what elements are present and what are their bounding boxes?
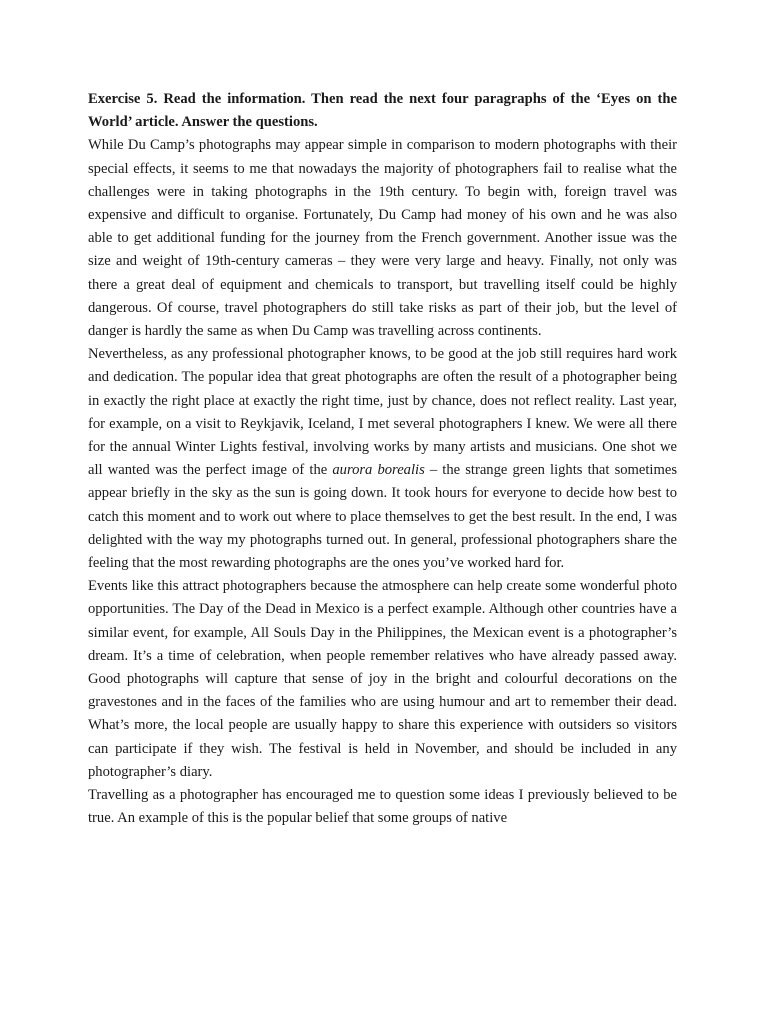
document-page (88, 88, 677, 831)
exercise-heading: Exercise 5. Read the information. Then read the next four paragraphs of the ‘Eyes on the World’ article. Answer the questions. (88, 91, 677, 131)
article-paragraph-2 (88, 343, 677, 575)
article-paragraph-4: Travelling as a photographer has encouraged me to question some ideas I previously believed to be true. An example of this is the popular belief that some groups of native (88, 787, 677, 827)
article-paragraph-3: Events like this attract photographers because the atmosphere can help create some wonderful photo opportunities. The Day of the Dead in Mexico is a perfect example. Although other countries have a similar event, for example, All Souls Day in the Philippines, the Mexican event is a photographer’s dream. It’s a time of celebration, when people remember relatives who have already passed away. Good photographs will capture that sense of joy in the bright and colourful decorations on the gravestones and in the faces of the families who are using humour and art to remember their dead. What’s more, the local people are usually happy to share this experience with outsiders so visitors can participate if they wish. The festival is held in November, and should be included in any photographer’s diary. (88, 578, 677, 780)
paragraph-2-text-start: Nevertheless, as any professional photographer knows, to be good at the job still requires hard work and dedication. The popular idea that great photographs are often the result of a photographer being in exactly the right place at exactly the right time, just by chance, does not reflect reality. Last year, for example, on a visit to Reykjavik, Iceland, I met several photographers I knew. We were all there for the annual Winter Lights festival, involving works by many artists and musicians. One shot we all wanted was the perfect image of the (88, 346, 677, 479)
article-paragraph-1: While Du Camp’s photographs may appear simple in comparison to modern photographs with their special effects, it seems to me that nowadays the majority of photographers fail to realise what the challenges were in taking photographs in the 19th century. To begin with, foreign travel was expensive and difficult to organise. Fortunately, Du Camp had money of his own and he was also able to get additional funding for the journey from the French government. Another issue was the size and weight of 19th-century cameras – they were very large and heavy. Finally, not only was there a great deal of equipment and chemicals to transport, but travelling itself could be highly dangerous. Of course, travel photographers do still take risks as part of their job, but the level of danger is hardly the same as when Du Camp was travelling across continents. (88, 137, 677, 340)
aurora-borealis-term: aurora borealis (332, 462, 425, 479)
paragraph-2-text-end: – the strange green lights that sometimes appear briefly in the sky as the sun is going down. It took hours for everyone to decide how best to catch this moment and to work out where to place themselves to get the best result. In the end, I was delighted with the way my photographs turned out. In general, professional photographers share the feeling that the most rewarding photographs are the ones you’ve worked hard for. (88, 462, 677, 572)
